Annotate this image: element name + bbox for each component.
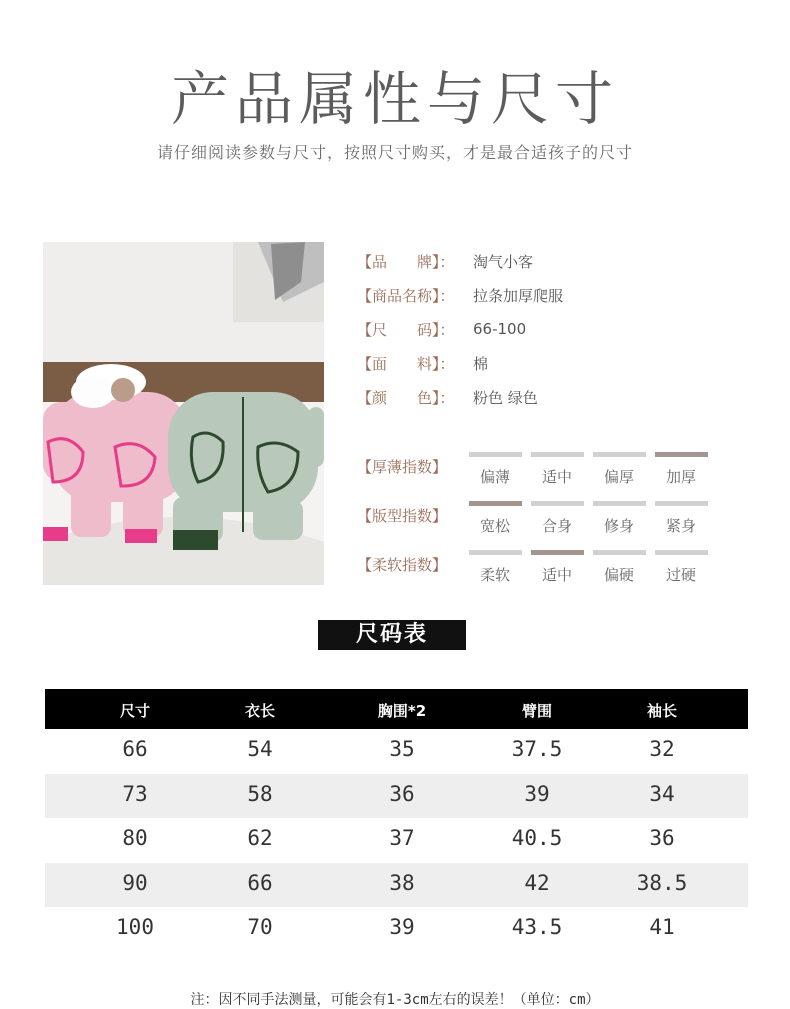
index-label: 【版型指数】: [357, 507, 448, 525]
attribute-key: 【品 牌】：: [357, 252, 455, 271]
page-subtitle: 请仔细阅读参数与尺寸，按照尺寸购买，才是最合适孩子的尺寸: [156, 143, 633, 162]
table-cell: 66: [247, 870, 273, 895]
index-option: [526, 501, 588, 536]
attribute-value: 淘气小客: [473, 252, 534, 271]
index-scales: [357, 452, 717, 599]
index-option: [650, 550, 712, 585]
index-option-label: 偏硬: [603, 566, 634, 584]
table-cell: 100: [116, 915, 154, 940]
table-row: [45, 863, 748, 908]
index-bar: [469, 550, 522, 555]
header-cell: 衣长: [244, 702, 275, 720]
attribute-key: 【颜 色】：: [357, 388, 455, 407]
table-cell: 41: [649, 915, 675, 940]
index-option-label: 适中: [541, 566, 572, 584]
table-header: [45, 689, 748, 729]
index-option-label: 适中: [541, 468, 572, 486]
index-bar: [655, 452, 708, 457]
attribute-list: [357, 244, 757, 414]
header-cell: 尺寸: [119, 702, 150, 720]
attribute-value: 拉条加厚爬服: [473, 286, 564, 305]
table-row: [45, 818, 748, 863]
index-option-label: 偏厚: [603, 468, 634, 486]
header-cell: 胸围*2: [377, 702, 427, 720]
index-option-label: 合身: [541, 517, 572, 535]
table-cell: 34: [649, 781, 675, 806]
page-title: 产品属性与尺寸: [170, 65, 619, 133]
index-bar: [655, 501, 708, 506]
table-cell: 38.5: [636, 870, 688, 895]
attribute-key: 【尺 码】：: [357, 320, 455, 339]
table-cell: 32: [649, 737, 675, 761]
index-option-label: 偏薄: [479, 468, 510, 486]
attribute-value: 棉: [473, 354, 489, 373]
table-cell: 37: [389, 826, 415, 851]
attribute-row-color: [357, 380, 757, 414]
measurement-note: 注：因不同手法测量，可能会有1-3cm左右的误差！（单位：cm）: [190, 992, 600, 1008]
table-cell: 35: [389, 737, 415, 761]
index-bar: [469, 501, 522, 506]
index-option-label: 修身: [603, 517, 634, 535]
index-option-label: 过硬: [665, 566, 696, 584]
index-row-fit: [357, 501, 717, 550]
attribute-value: 66-100: [473, 320, 527, 338]
table-cell: 38: [389, 870, 415, 895]
attribute-row-brand: [357, 244, 757, 278]
index-bar: [655, 550, 708, 555]
attribute-value: 粉色 绿色: [473, 388, 538, 407]
index-row-thickness: [357, 452, 717, 501]
attribute-key: 【商品名称】：: [357, 286, 455, 305]
index-bar: [531, 501, 584, 506]
table-cell: 36: [389, 781, 415, 806]
table-cell: 73: [122, 781, 148, 806]
table-cell: 39: [389, 915, 415, 940]
table-cell: 80: [122, 826, 148, 851]
index-bar: [469, 452, 522, 457]
index-option: [588, 501, 650, 536]
index-option-label: 加厚: [665, 468, 696, 486]
index-option-label: 柔软: [479, 566, 510, 584]
index-option: [464, 452, 526, 487]
index-row-softness: [357, 550, 717, 599]
index-option: [650, 501, 712, 536]
index-option: [588, 452, 650, 487]
table-cell: 54: [247, 737, 273, 761]
index-option: [464, 550, 526, 585]
index-bar: [531, 550, 584, 555]
attribute-row-name: [357, 278, 757, 312]
table-cell: 62: [247, 826, 273, 851]
index-label: 【厚薄指数】: [357, 458, 448, 476]
index-bar: [593, 550, 646, 555]
index-option: [650, 452, 712, 487]
table-cell: 36: [649, 826, 675, 851]
index-option: [526, 550, 588, 585]
index-option-label: 紧身: [665, 517, 696, 535]
table-cell: 66: [122, 737, 148, 761]
header-cell: 臂围: [521, 702, 552, 720]
table-row: [45, 907, 748, 952]
table-cell: 43.5: [511, 915, 563, 940]
size-table: [45, 689, 748, 952]
table-cell: 37.5: [511, 737, 563, 761]
table-cell: 70: [247, 915, 273, 940]
index-option: [464, 501, 526, 536]
index-option-label: 宽松: [479, 517, 510, 535]
attribute-row-size: [357, 312, 757, 346]
index-option: [526, 452, 588, 487]
table-cell: 58: [247, 781, 273, 806]
table-row: [45, 774, 748, 819]
size-chart-title: 尺码表: [318, 620, 466, 650]
table-cell: 39: [524, 781, 550, 806]
attribute-row-fabric: [357, 346, 757, 380]
index-bar: [593, 501, 646, 506]
attribute-key: 【面 料】：: [357, 354, 455, 373]
product-photo: [43, 242, 324, 585]
index-label: 【柔软指数】: [357, 556, 448, 574]
index-option: [588, 550, 650, 585]
table-cell: 90: [122, 870, 148, 895]
table-cell: 42: [524, 870, 550, 895]
index-bar: [593, 452, 646, 457]
table-row: [45, 729, 748, 774]
index-bar: [531, 452, 584, 457]
header-cell: 袖长: [646, 702, 677, 720]
table-cell: 40.5: [511, 826, 563, 851]
